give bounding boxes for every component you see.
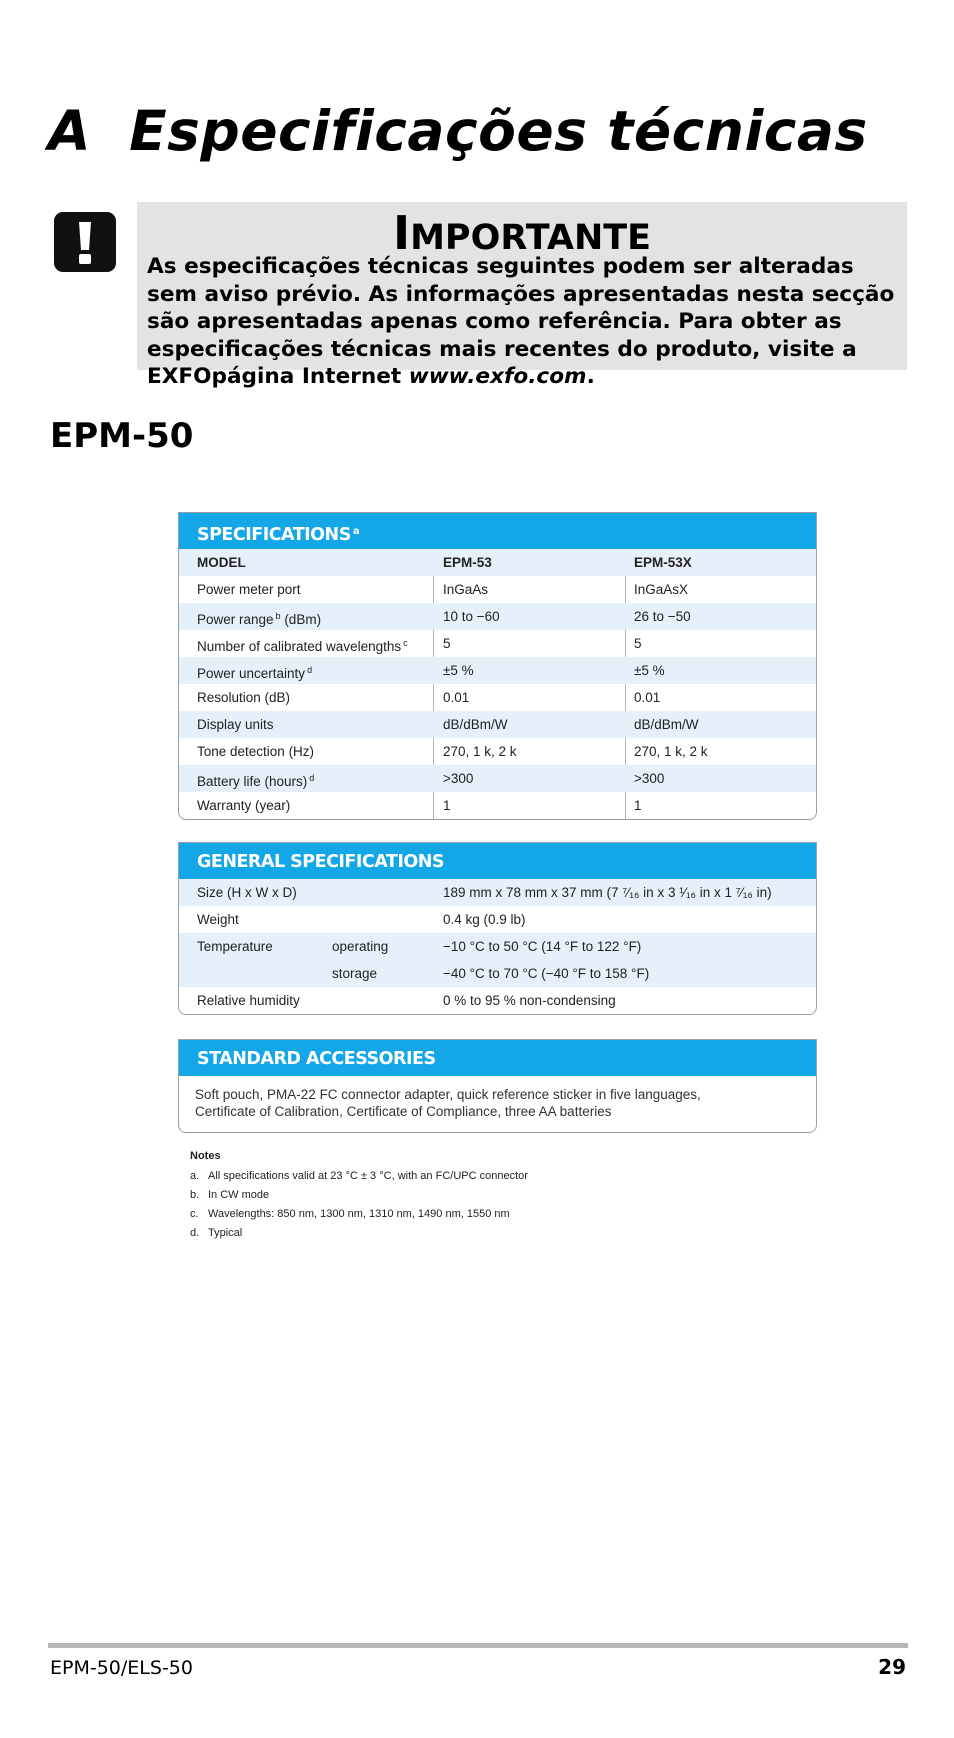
specifications-table (178, 512, 817, 820)
accessories-table (178, 1039, 817, 1133)
note-item: c. Wavelengths: 850 nm, 1300 nm, 1310 nm, 1490 nm, 1550 nm (190, 1208, 510, 1220)
important-title: IMPORTANTE (392, 206, 652, 260)
section-heading: EPM-50 (50, 416, 194, 456)
table-row: Tone detection (Hz) 270, 1 k, 2 k 270, 1 k, 2 k (197, 744, 708, 759)
note-item: b. In CW mode (190, 1189, 270, 1201)
table-row: Number of calibrated wavelengths $^c$ 5 5 (197, 636, 642, 654)
table-header-row (179, 549, 816, 576)
table-row: Power range $^b$ (dBm) 10 to −60 26 to −50 (179, 603, 816, 630)
general-specifications-table (178, 842, 817, 1015)
page-number: 29 (878, 1655, 906, 1679)
footer-document-name: EPM-50/ELS-50 (50, 1657, 193, 1679)
table-row: storage −40 °C to 70 °C (−40 °F to 158 °F) (179, 960, 816, 987)
table-row: Display units dB/dBm/W dB/dBm/W (179, 711, 816, 738)
column-header: EPM-53 (443, 555, 492, 570)
column-header: MODEL (197, 555, 246, 570)
general-specifications-header: GENERAL SPECIFICATIONS (179, 843, 816, 879)
chapter-letter: A (48, 99, 92, 163)
notes-title: Notes (190, 1150, 221, 1162)
table-row: Warranty (year) 1 1 (197, 798, 642, 813)
specifications-header: SPECIFICATIONS $^a$ (179, 513, 816, 549)
column-header: EPM-53X (634, 555, 692, 570)
accessories-header: STANDARD ACCESSORIES (179, 1040, 816, 1076)
chapter-title-text: Especificações técnicas (129, 99, 868, 163)
chapter-title (48, 99, 868, 163)
footer-rule (48, 1643, 908, 1648)
note-item: d. Typical (190, 1227, 243, 1239)
website-link[interactable]: www.exfo.com (408, 364, 587, 389)
important-body: As especificações técnicas seguintes podem ser alteradas sem aviso prévio. As informações apresentadas nesta secção são apresentadas apenas como referência. Para obter as especificações técnicas mais recentes do produto, visite a EXFOpágina Internet www.exfo.com. (147, 254, 895, 389)
table-row: Relative humidity 0 % to 95 % non-condensing (197, 993, 616, 1008)
accessories-text: Soft pouch, PMA-22 FC connector adapter, quick reference sticker in five languages, Certificate of Calibration, Certificate of Compliance, three AA batteries (195, 1087, 701, 1119)
table-row: Temperature operating −10 °C to 50 °C (14 °F to 122 °F) (179, 933, 816, 960)
important-notice (137, 202, 907, 389)
table-row: Resolution (dB) 0.01 0.01 (197, 690, 661, 705)
notes (190, 1150, 528, 1243)
table-row: Power meter port InGaAs InGaAsX (197, 582, 689, 597)
table-row: Size (H x W x D) 189 mm x 78 mm x 37 mm (7 ⁷⁄₁₆ in x 3 ¹⁄₁₆ in x 1 ⁷⁄₁₆ in) (179, 879, 816, 906)
table-row: Weight 0.4 kg (0.9 lb) (197, 912, 526, 927)
important-icon (54, 212, 116, 272)
table-row: Power uncertainty $^d$ ±5 % ±5 % (179, 657, 816, 684)
note-item: a. All specifications valid at 23 °C ± 3 °C, with an FC/UPC connector (190, 1170, 528, 1182)
table-row: Battery life (hours) $^d$ >300 >300 (179, 765, 816, 792)
